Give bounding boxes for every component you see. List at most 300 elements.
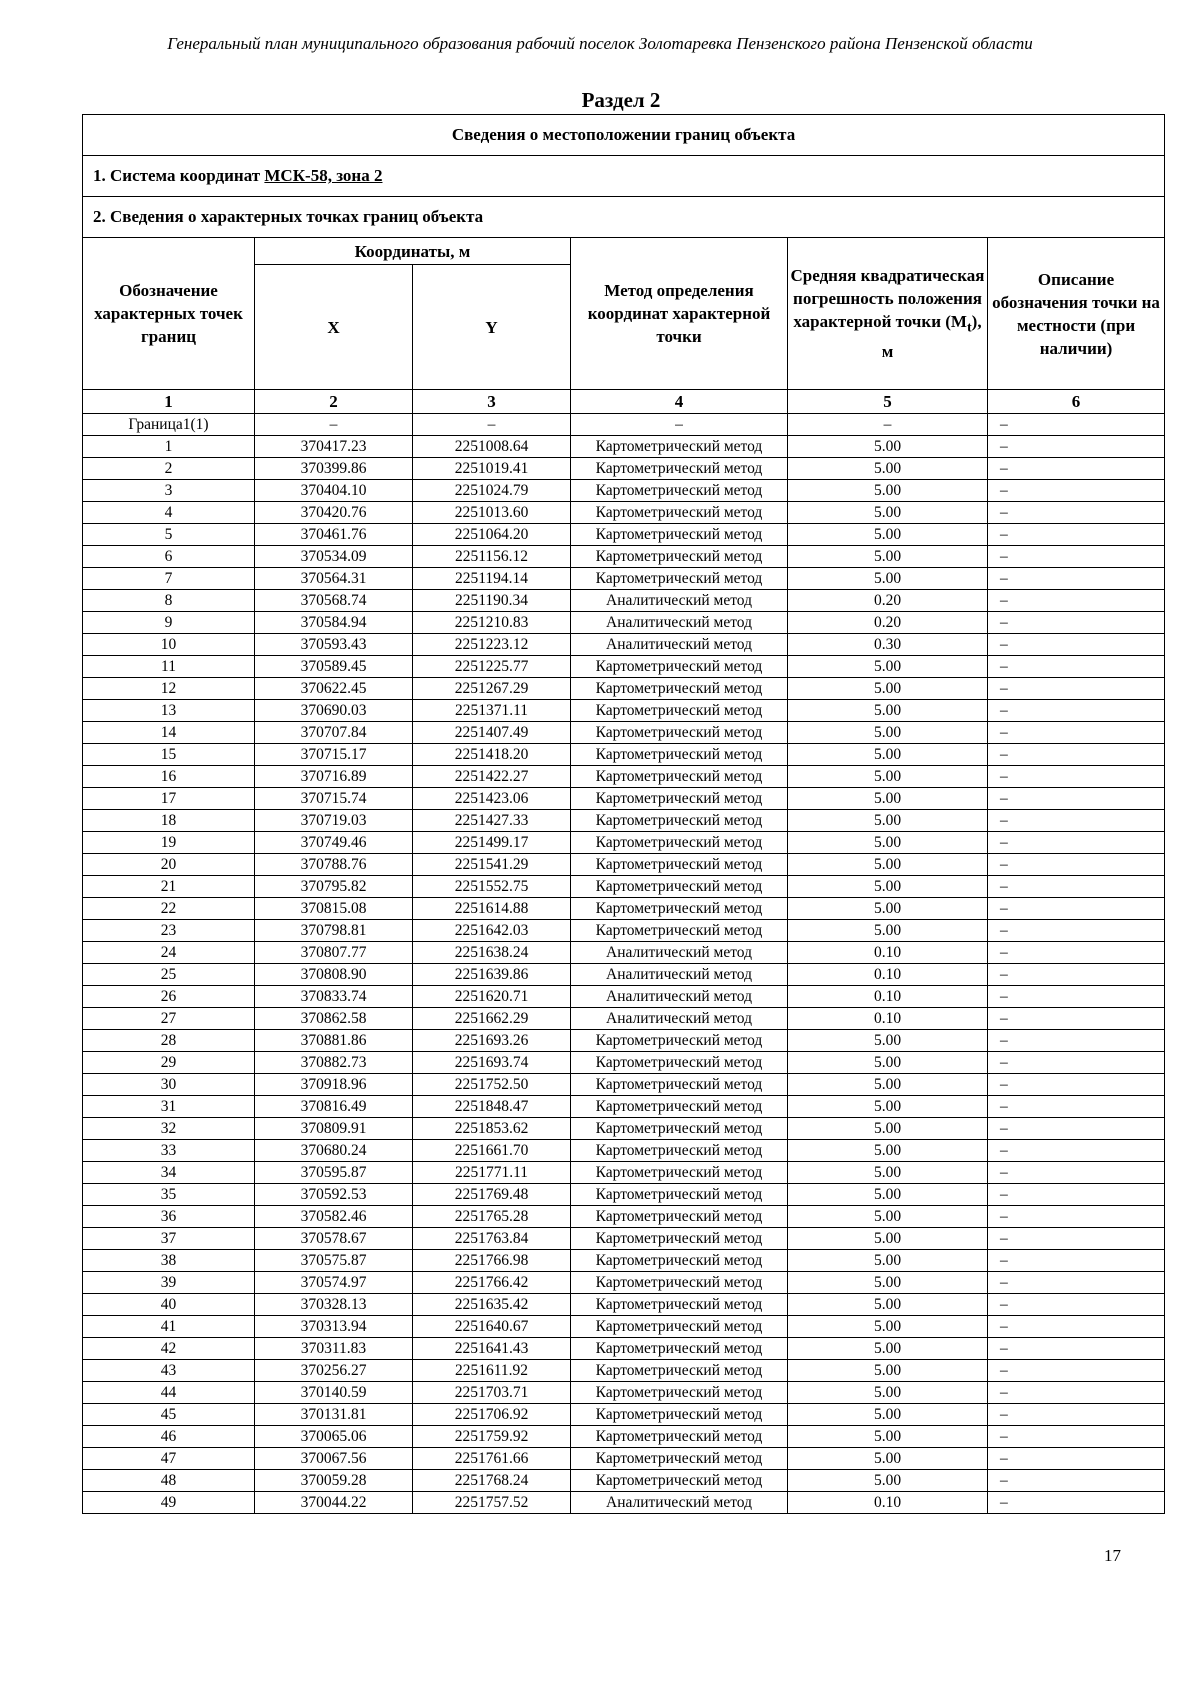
cell-method: Картометрический метод — [571, 678, 788, 700]
cell-description: – — [988, 458, 1165, 480]
cell-x: 370882.73 — [255, 1052, 413, 1074]
table-row — [83, 1140, 1165, 1162]
cell-x: 370399.86 — [255, 458, 413, 480]
cell-y: 2251757.52 — [413, 1492, 571, 1514]
cell-method: Картометрический метод — [571, 502, 788, 524]
cell-point: 46 — [83, 1426, 255, 1448]
cell-point: 15 — [83, 744, 255, 766]
cell-method: Картометрический метод — [571, 1272, 788, 1294]
cell-error: – — [788, 414, 988, 436]
cell-method: Картометрический метод — [571, 1206, 788, 1228]
cell-point: 1 — [83, 436, 255, 458]
cell-point: 35 — [83, 1184, 255, 1206]
cell-y: 2251769.48 — [413, 1184, 571, 1206]
cell-x: 370574.97 — [255, 1272, 413, 1294]
cell-description: – — [988, 568, 1165, 590]
cell-x: 370589.45 — [255, 656, 413, 678]
cell-point: 25 — [83, 964, 255, 986]
cell-description: – — [988, 810, 1165, 832]
cell-method: Картометрический метод — [571, 1338, 788, 1360]
cell-point: 17 — [83, 788, 255, 810]
cell-point: Граница1(1) — [83, 414, 255, 436]
cell-error: 5.00 — [788, 1360, 988, 1382]
cell-x: 370833.74 — [255, 986, 413, 1008]
table-row — [83, 1360, 1165, 1382]
cell-point: 33 — [83, 1140, 255, 1162]
table-row — [83, 1294, 1165, 1316]
cell-y: 2251541.29 — [413, 854, 571, 876]
cell-point: 37 — [83, 1228, 255, 1250]
table-row — [83, 898, 1165, 920]
cell-y: 2251761.66 — [413, 1448, 571, 1470]
cell-description: – — [988, 744, 1165, 766]
cell-point: 44 — [83, 1382, 255, 1404]
cell-error: 5.00 — [788, 1426, 988, 1448]
cell-method: Картометрический метод — [571, 524, 788, 546]
cell-x: 370680.24 — [255, 1140, 413, 1162]
cell-x: 370065.06 — [255, 1426, 413, 1448]
cell-x: 370808.90 — [255, 964, 413, 986]
cell-x: 370815.08 — [255, 898, 413, 920]
cell-error: 5.00 — [788, 1030, 988, 1052]
cell-description: – — [988, 1206, 1165, 1228]
cell-method: Картометрический метод — [571, 458, 788, 480]
cell-description: – — [988, 546, 1165, 568]
cell-y: 2251853.62 — [413, 1118, 571, 1140]
cell-description: – — [988, 898, 1165, 920]
coord-system-row — [83, 156, 1165, 197]
cell-point: 31 — [83, 1096, 255, 1118]
cell-error: 5.00 — [788, 810, 988, 832]
cell-x: 370809.91 — [255, 1118, 413, 1140]
cell-error: 5.00 — [788, 678, 988, 700]
cell-x: 370593.43 — [255, 634, 413, 656]
cell-error: 5.00 — [788, 832, 988, 854]
cell-error: 5.00 — [788, 876, 988, 898]
table-row — [83, 876, 1165, 898]
header-point-designation: Обозначение характерных точек границ — [83, 238, 255, 390]
cell-x: 370716.89 — [255, 766, 413, 788]
cell-error: 5.00 — [788, 854, 988, 876]
cell-y: 2251013.60 — [413, 502, 571, 524]
cell-point: 20 — [83, 854, 255, 876]
cell-y: 2251499.17 — [413, 832, 571, 854]
cell-error: 5.00 — [788, 1338, 988, 1360]
cell-method: Аналитический метод — [571, 1008, 788, 1030]
column-number: 3 — [413, 390, 571, 414]
cell-point: 47 — [83, 1448, 255, 1470]
cell-y: 2251008.64 — [413, 436, 571, 458]
column-numbers-row — [83, 390, 1165, 414]
cell-y: 2251765.28 — [413, 1206, 571, 1228]
cell-x: 370420.76 — [255, 502, 413, 524]
cell-method: Картометрический метод — [571, 1184, 788, 1206]
table-row — [83, 1404, 1165, 1426]
cell-point: 19 — [83, 832, 255, 854]
cell-method: Картометрический метод — [571, 1382, 788, 1404]
cell-point: 41 — [83, 1316, 255, 1338]
table-row — [83, 634, 1165, 656]
cell-y: 2251371.11 — [413, 700, 571, 722]
boundary-points-table — [82, 114, 1165, 1514]
cell-error: 0.20 — [788, 590, 988, 612]
cell-description: – — [988, 480, 1165, 502]
header-y: Y — [413, 265, 571, 390]
cell-y: 2251703.71 — [413, 1382, 571, 1404]
cell-description: – — [988, 1404, 1165, 1426]
table-row — [83, 964, 1165, 986]
cell-x: 370595.87 — [255, 1162, 413, 1184]
cell-point: 27 — [83, 1008, 255, 1030]
cell-error: 5.00 — [788, 1272, 988, 1294]
cell-x: 370256.27 — [255, 1360, 413, 1382]
cell-x: 370534.09 — [255, 546, 413, 568]
page-number: 17 — [1104, 1546, 1121, 1565]
cell-method: – — [571, 414, 788, 436]
table-row — [83, 1118, 1165, 1140]
cell-description: – — [988, 414, 1165, 436]
cell-method: Картометрический метод — [571, 810, 788, 832]
cell-x: 370749.46 — [255, 832, 413, 854]
cell-x: 370140.59 — [255, 1382, 413, 1404]
cell-method: Картометрический метод — [571, 1228, 788, 1250]
cell-y: 2251848.47 — [413, 1096, 571, 1118]
cell-x: 370044.22 — [255, 1492, 413, 1514]
cell-description: – — [988, 590, 1165, 612]
column-number: 2 — [255, 390, 413, 414]
cell-error: 5.00 — [788, 524, 988, 546]
cell-x: 370715.17 — [255, 744, 413, 766]
points-title: 2. Сведения о характерных точках границ объекта — [83, 197, 1165, 238]
cell-y: 2251640.67 — [413, 1316, 571, 1338]
table-row — [83, 1382, 1165, 1404]
cell-description: – — [988, 1228, 1165, 1250]
cell-x: 370584.94 — [255, 612, 413, 634]
cell-x: 370313.94 — [255, 1316, 413, 1338]
cell-error: 0.10 — [788, 942, 988, 964]
table-row — [83, 590, 1165, 612]
cell-error: 5.00 — [788, 436, 988, 458]
header-error-sub: t — [966, 319, 972, 336]
cell-error: 5.00 — [788, 1052, 988, 1074]
cell-method: Картометрический метод — [571, 546, 788, 568]
cell-method: Картометрический метод — [571, 1426, 788, 1448]
cell-y: 2251706.92 — [413, 1404, 571, 1426]
cell-x: 370461.76 — [255, 524, 413, 546]
cell-description: – — [988, 1118, 1165, 1140]
cell-error: 5.00 — [788, 502, 988, 524]
cell-method: Аналитический метод — [571, 590, 788, 612]
cell-method: Аналитический метод — [571, 964, 788, 986]
cell-error: 0.30 — [788, 634, 988, 656]
cell-method: Картометрический метод — [571, 1404, 788, 1426]
table-row — [83, 700, 1165, 722]
cell-y: 2251418.20 — [413, 744, 571, 766]
cell-method: Картометрический метод — [571, 722, 788, 744]
table-row — [83, 722, 1165, 744]
cell-error: 5.00 — [788, 1448, 988, 1470]
cell-point: 6 — [83, 546, 255, 568]
table-row — [83, 1338, 1165, 1360]
table-row — [83, 1052, 1165, 1074]
cell-point: 38 — [83, 1250, 255, 1272]
cell-y: 2251641.43 — [413, 1338, 571, 1360]
table-row — [83, 1316, 1165, 1338]
cell-method: Картометрический метод — [571, 568, 788, 590]
table-row — [83, 1184, 1165, 1206]
cell-x: 370918.96 — [255, 1074, 413, 1096]
cell-method: Картометрический метод — [571, 744, 788, 766]
cell-description: – — [988, 524, 1165, 546]
cell-point: 29 — [83, 1052, 255, 1074]
cell-error: 0.10 — [788, 1008, 988, 1030]
cell-y: 2251766.98 — [413, 1250, 571, 1272]
cell-y: 2251642.03 — [413, 920, 571, 942]
table-row — [83, 524, 1165, 546]
cell-method: Аналитический метод — [571, 986, 788, 1008]
cell-error: 5.00 — [788, 1118, 988, 1140]
cell-y: 2251759.92 — [413, 1426, 571, 1448]
cell-y: 2251552.75 — [413, 876, 571, 898]
cell-y: 2251223.12 — [413, 634, 571, 656]
table-row — [83, 458, 1165, 480]
column-number: 4 — [571, 390, 788, 414]
table-row — [83, 678, 1165, 700]
cell-method: Картометрический метод — [571, 1096, 788, 1118]
cell-point: 28 — [83, 1030, 255, 1052]
cell-method: Картометрический метод — [571, 854, 788, 876]
points-title-row — [83, 197, 1165, 238]
cell-method: Картометрический метод — [571, 656, 788, 678]
header-coordinates: Координаты, м — [255, 238, 571, 265]
cell-description: – — [988, 876, 1165, 898]
cell-description: – — [988, 1294, 1165, 1316]
table-row — [83, 1008, 1165, 1030]
cell-error: 5.00 — [788, 744, 988, 766]
cell-description: – — [988, 788, 1165, 810]
table-title-row — [83, 115, 1165, 156]
cell-description: – — [988, 1338, 1165, 1360]
cell-y: 2251771.11 — [413, 1162, 571, 1184]
cell-y: 2251423.06 — [413, 788, 571, 810]
table-row — [83, 612, 1165, 634]
cell-method: Картометрический метод — [571, 766, 788, 788]
cell-point: 21 — [83, 876, 255, 898]
cell-error: 5.00 — [788, 1294, 988, 1316]
cell-method: Картометрический метод — [571, 1140, 788, 1162]
cell-description: – — [988, 1052, 1165, 1074]
cell-point: 18 — [83, 810, 255, 832]
table-row — [83, 568, 1165, 590]
cell-y: 2251614.88 — [413, 898, 571, 920]
cell-error: 5.00 — [788, 1382, 988, 1404]
cell-description: – — [988, 854, 1165, 876]
header-error-text: Средняя квадратическая погрешность положения характерной точки (M — [790, 266, 985, 332]
cell-y: 2251190.34 — [413, 590, 571, 612]
cell-method: Картометрический метод — [571, 1118, 788, 1140]
cell-point: 5 — [83, 524, 255, 546]
cell-y: 2251766.42 — [413, 1272, 571, 1294]
column-number: 6 — [988, 390, 1165, 414]
table-row — [83, 656, 1165, 678]
cell-error: 5.00 — [788, 458, 988, 480]
cell-x: 370568.74 — [255, 590, 413, 612]
cell-point: 13 — [83, 700, 255, 722]
column-number: 1 — [83, 390, 255, 414]
cell-x: 370417.23 — [255, 436, 413, 458]
cell-error: 5.00 — [788, 1470, 988, 1492]
cell-error: 5.00 — [788, 1206, 988, 1228]
cell-description: – — [988, 986, 1165, 1008]
header-method: Метод определения координат характерной точки — [571, 238, 788, 390]
cell-x: 370404.10 — [255, 480, 413, 502]
cell-y: 2251210.83 — [413, 612, 571, 634]
table-row — [83, 480, 1165, 502]
cell-description: – — [988, 1008, 1165, 1030]
cell-y: 2251763.84 — [413, 1228, 571, 1250]
cell-method: Картометрический метод — [571, 1470, 788, 1492]
cell-error: 0.20 — [788, 612, 988, 634]
cell-point: 49 — [83, 1492, 255, 1514]
cell-description: – — [988, 1272, 1165, 1294]
cell-error: 5.00 — [788, 546, 988, 568]
cell-x: – — [255, 414, 413, 436]
cell-point: 40 — [83, 1294, 255, 1316]
cell-description: – — [988, 964, 1165, 986]
running-header: Генеральный план муниципального образования рабочий поселок Золотаревка Пензенского района Пензенской области — [167, 34, 1033, 53]
table-row — [83, 744, 1165, 766]
table-row — [83, 502, 1165, 524]
header-description: Описание обозначения точки на местности (при наличии) — [988, 238, 1165, 390]
cell-y: 2251407.49 — [413, 722, 571, 744]
cell-description: – — [988, 502, 1165, 524]
cell-x: 370564.31 — [255, 568, 413, 590]
cell-x: 370592.53 — [255, 1184, 413, 1206]
cell-y: 2251267.29 — [413, 678, 571, 700]
cell-method: Картометрический метод — [571, 1360, 788, 1382]
table-row — [83, 1448, 1165, 1470]
cell-x: 370795.82 — [255, 876, 413, 898]
cell-x: 370067.56 — [255, 1448, 413, 1470]
cell-point: 3 — [83, 480, 255, 502]
table-row — [83, 546, 1165, 568]
table-row — [83, 810, 1165, 832]
header-error-unit: ), м — [881, 312, 982, 361]
cell-method: Картометрический метод — [571, 480, 788, 502]
cell-method: Аналитический метод — [571, 1492, 788, 1514]
cell-y: 2251768.24 — [413, 1470, 571, 1492]
cell-description: – — [988, 766, 1165, 788]
cell-y: 2251064.20 — [413, 524, 571, 546]
cell-y: 2251024.79 — [413, 480, 571, 502]
cell-point: 42 — [83, 1338, 255, 1360]
cell-error: 5.00 — [788, 480, 988, 502]
cell-point: 26 — [83, 986, 255, 1008]
cell-point: 14 — [83, 722, 255, 744]
cell-y: 2251635.42 — [413, 1294, 571, 1316]
cell-point: 9 — [83, 612, 255, 634]
cell-error: 5.00 — [788, 1074, 988, 1096]
cell-y: 2251662.29 — [413, 1008, 571, 1030]
cell-error: 0.10 — [788, 964, 988, 986]
cell-error: 5.00 — [788, 898, 988, 920]
table-row — [83, 788, 1165, 810]
cell-x: 370715.74 — [255, 788, 413, 810]
cell-error: 5.00 — [788, 722, 988, 744]
cell-point: 48 — [83, 1470, 255, 1492]
cell-description: – — [988, 920, 1165, 942]
cell-description: – — [988, 1470, 1165, 1492]
cell-point: 23 — [83, 920, 255, 942]
cell-error: 5.00 — [788, 920, 988, 942]
table-body — [83, 414, 1165, 1514]
table-row — [83, 1470, 1165, 1492]
cell-method: Аналитический метод — [571, 634, 788, 656]
cell-point: 36 — [83, 1206, 255, 1228]
table-row — [83, 1074, 1165, 1096]
cell-point: 22 — [83, 898, 255, 920]
cell-method: Картометрический метод — [571, 832, 788, 854]
cell-description: – — [988, 678, 1165, 700]
cell-method: Картометрический метод — [571, 1074, 788, 1096]
cell-error: 5.00 — [788, 656, 988, 678]
table-row — [83, 1272, 1165, 1294]
cell-x: 370622.45 — [255, 678, 413, 700]
cell-x: 370816.49 — [255, 1096, 413, 1118]
cell-x: 370788.76 — [255, 854, 413, 876]
cell-x: 370690.03 — [255, 700, 413, 722]
cell-point: 39 — [83, 1272, 255, 1294]
cell-x: 370131.81 — [255, 1404, 413, 1426]
cell-description: – — [988, 1074, 1165, 1096]
cell-point: 30 — [83, 1074, 255, 1096]
cell-description: – — [988, 832, 1165, 854]
cell-point: 43 — [83, 1360, 255, 1382]
cell-description: – — [988, 1382, 1165, 1404]
cell-x: 370807.77 — [255, 942, 413, 964]
cell-error: 5.00 — [788, 1140, 988, 1162]
cell-error: 5.00 — [788, 1228, 988, 1250]
cell-description: – — [988, 1030, 1165, 1052]
cell-description: – — [988, 1184, 1165, 1206]
cell-method: Картометрический метод — [571, 436, 788, 458]
cell-x: 370798.81 — [255, 920, 413, 942]
cell-method: Картометрический метод — [571, 1162, 788, 1184]
cell-description: – — [988, 1096, 1165, 1118]
cell-description: – — [988, 1162, 1165, 1184]
cell-method: Картометрический метод — [571, 1294, 788, 1316]
table-row — [83, 920, 1165, 942]
cell-x: 370582.46 — [255, 1206, 413, 1228]
cell-description: – — [988, 1140, 1165, 1162]
cell-point: 32 — [83, 1118, 255, 1140]
cell-method: Картометрический метод — [571, 700, 788, 722]
cell-point: 45 — [83, 1404, 255, 1426]
table-row — [83, 1096, 1165, 1118]
cell-description: – — [988, 722, 1165, 744]
cell-description: – — [988, 436, 1165, 458]
cell-y: 2251611.92 — [413, 1360, 571, 1382]
cell-x: 370862.58 — [255, 1008, 413, 1030]
cell-method: Картометрический метод — [571, 788, 788, 810]
cell-x: 370719.03 — [255, 810, 413, 832]
section-title: Раздел 2 — [581, 88, 661, 112]
table-row — [83, 1206, 1165, 1228]
header-row-top — [83, 238, 1165, 265]
cell-y: 2251693.26 — [413, 1030, 571, 1052]
cell-error: 5.00 — [788, 1184, 988, 1206]
cell-y: 2251661.70 — [413, 1140, 571, 1162]
